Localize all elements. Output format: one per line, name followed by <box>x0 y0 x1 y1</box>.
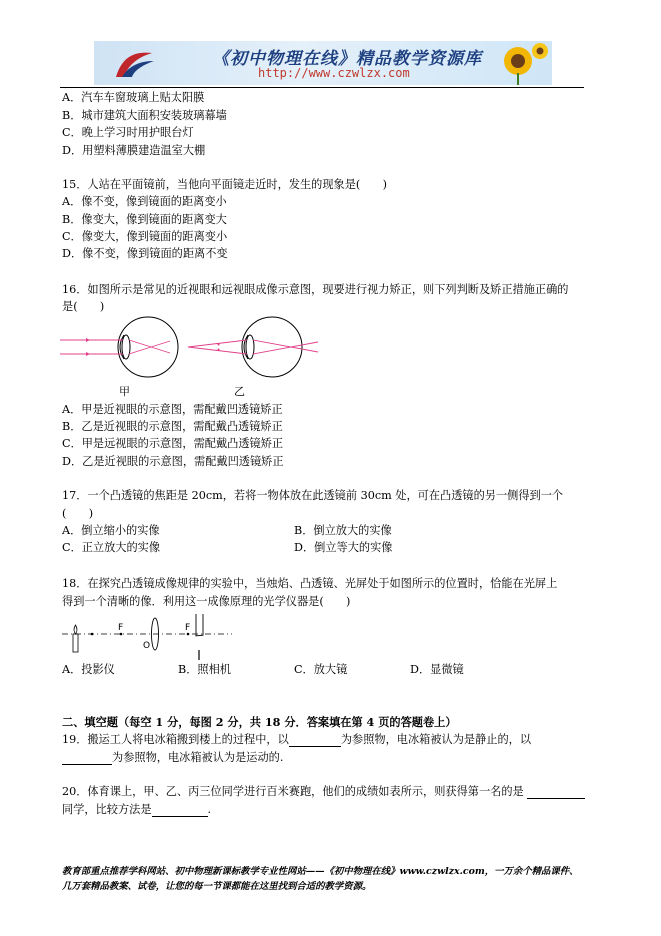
q19-line1 <box>62 733 531 747</box>
q19-blank-2[interactable] <box>62 752 112 765</box>
section-heading: 二、填空题（每空 1 分，每图 2 分，共 18 分．答案填在第 4 页的答题卷上） <box>62 715 457 729</box>
header-rule <box>60 87 584 88</box>
q17-option-a: A．倒立缩小的实像 <box>62 524 160 537</box>
q15-option-c: C．像变大，像到镜面的距离变小 <box>62 230 228 243</box>
screen-icon <box>196 614 203 636</box>
q20-text-a: 20．体育课上，甲、乙、丙三位同学进行百米赛跑，他们的成绩如表所示，则获得第一名的是 <box>62 785 524 798</box>
eye-label-a: 甲 <box>119 385 130 398</box>
q16-stem-line2: 是( ) <box>62 300 105 313</box>
q15-option-d: D．像不变，像到镜面的距离不变 <box>62 247 228 260</box>
q20-text-b: 同学，比较方法是 <box>62 803 152 816</box>
q19-line2 <box>62 751 283 765</box>
eye-figure-a <box>60 317 178 377</box>
footer-line1: 教育部重点推荐学科网站、初中物理新课标教学专业性网站——《初中物理在线》www.czwlzx.com，一万余个精品课件、 <box>62 866 579 877</box>
q19-text-c: 为参照物，电冰箱被认为是运动的. <box>112 751 284 764</box>
q18-stem-line2: 得到一个清晰的像．利用这一成像原理的光学仪器是( ) <box>62 595 351 608</box>
q14-option-d: D．用塑料薄膜建造温室大棚 <box>62 144 206 157</box>
q17-option-c: C．正立放大的实像 <box>62 541 161 554</box>
q18-option-a: A．投影仪 <box>62 663 115 676</box>
q16-option-c: C．甲是远视眼的示意图，需配戴凸透镜矫正 <box>62 437 284 450</box>
q15-stem: 15．人站在平面镜前，当他向平面镜走近时，发生的现象是( ) <box>62 178 388 191</box>
focal-label-2: F <box>185 623 191 633</box>
header-url: http://www.czwlzx.com <box>258 66 410 80</box>
q18-stem-line1: 18．在探究凸透镜成像规律的实验中，当烛焰、凸透镜、光屏处于如图所示的位置时，恰能在光屏上 <box>62 577 558 590</box>
q20-line2 <box>62 803 211 817</box>
q20-blank-2[interactable] <box>152 804 208 817</box>
q15-option-a: A．像不变，像到镜面的距离变小 <box>62 195 227 208</box>
header-banner <box>94 41 552 85</box>
q18-option-c: C．放大镜 <box>294 663 348 676</box>
q18-option-b: B．照相机 <box>178 663 231 676</box>
q17-option-d: D．倒立等大的实像 <box>294 541 393 554</box>
footer-line2: 几万套精品教案、试卷，让您的每一节课都能在这里找到合适的教学资源。 <box>62 881 372 892</box>
q19-text-b: 为参照物，电冰箱被认为是静止的，以 <box>340 733 532 746</box>
q17-stem-line1: 17．一个凸透镜的焦距是 20cm，若将一物体放在此透镜前 30cm 处，可在凸透镜的另一侧得到一个 <box>62 489 564 502</box>
eye-label-b: 乙 <box>234 385 245 398</box>
site-logo-icon <box>112 47 156 81</box>
sunflower-icon <box>488 41 548 85</box>
q16-stem-line1: 16．如图所示是常见的近视眼和远视眼成像示意图，现要进行视力矫正，则下列判断及矫正措施正确的 <box>62 283 569 296</box>
q16-option-a: A．甲是近视眼的示意图，需配戴凹透镜矫正 <box>62 403 283 416</box>
q18-option-d: D．显微镜 <box>410 663 464 676</box>
lens-setup-diagram <box>62 614 232 660</box>
candle-icon <box>73 634 78 652</box>
q15-option-b: B．像变大，像到镜面的距离变大 <box>62 213 227 226</box>
q14-option-c: C．晚上学习时用护眼台灯 <box>62 126 194 139</box>
optical-center-label: O <box>143 641 151 651</box>
q19-text-a: 19．搬运工人将电冰箱搬到楼上的过程中，以 <box>62 733 289 746</box>
q16-option-b: B．乙是近视眼的示意图，需配戴凸透镜矫正 <box>62 420 283 433</box>
q20-blank-1[interactable] <box>527 786 585 799</box>
q14-option-a: A．汽车车窗玻璃上贴太阳膜 <box>62 91 205 104</box>
q19-blank-1[interactable] <box>289 734 341 747</box>
q16-option-d: D．乙是近视眼的示意图，需配戴凹透镜矫正 <box>62 455 284 468</box>
eye-figure-b <box>188 317 318 377</box>
q17-stem-line2: ( ) <box>62 507 94 520</box>
focal-label-1: F <box>118 623 124 633</box>
eye-diagram <box>60 315 320 400</box>
q17-option-b: B．倒立放大的实像 <box>294 524 392 537</box>
q20-text-c: . <box>207 803 212 816</box>
header-title: 《初中物理在线》精品教学资源库 <box>212 49 482 69</box>
q14-option-b: B．城市建筑大面积安装玻璃幕墙 <box>62 109 227 122</box>
q20-line1 <box>62 785 585 799</box>
